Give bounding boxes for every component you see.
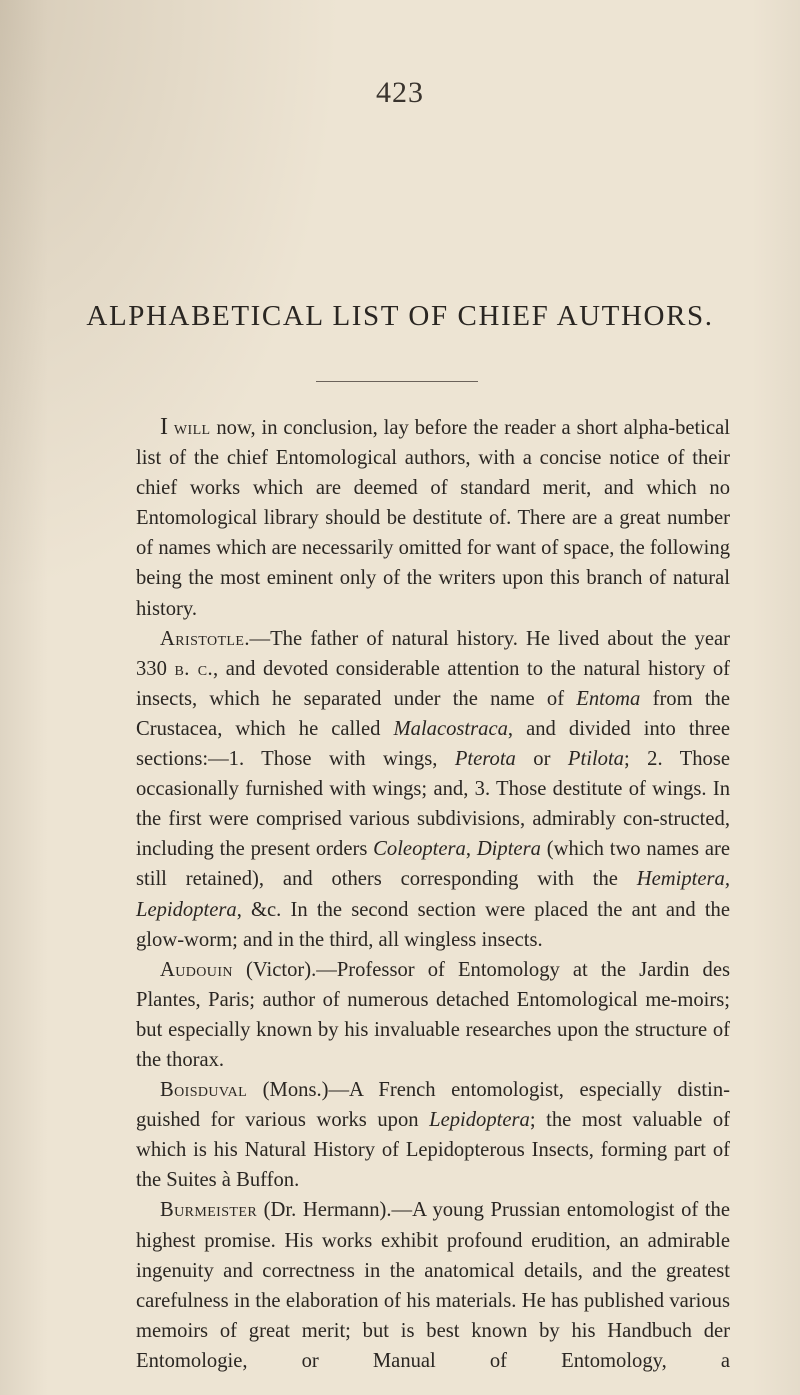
italic-term: Pterota <box>454 748 516 771</box>
entry-text: .—The father of natural history. He lived about the year 330 <box>136 627 730 680</box>
author-name-boisduval: Boisduval <box>160 1079 248 1102</box>
entry-text: or <box>515 748 568 771</box>
italic-term: Lepidoptera <box>429 1109 530 1132</box>
author-name-audouin: Audouin <box>160 958 233 981</box>
entry-text: , <box>465 838 477 861</box>
entry-burmeister <box>136 1195 730 1376</box>
body-text <box>136 412 730 1376</box>
entry-text: , &c. In the second section were placed the ant and the glow-worm; and in the third, all wingless insects. <box>136 898 730 951</box>
intro-paragraph <box>136 412 730 624</box>
entry-text: from the Crustacea, which he called <box>136 687 730 740</box>
italic-term: Hemiptera, Lepidoptera <box>136 868 730 921</box>
intro-text: now, in conclusion, lay before the reader a short alpha-betical list of the chief Entomological authors, with a concise notice of their chief works which are deemed of standard merit, and which no Entomological library should be destitute of. There are a great number of names which are necessarily omitted for want of space, the following being the most eminent only of the writers upon this branch of natural history. <box>136 417 730 620</box>
entry-text: , and devoted considerable attention to the natural history of insects, which he separated under the name of <box>136 657 731 710</box>
italic-term: Coleoptera <box>373 838 466 861</box>
entry-aristotle <box>136 624 730 955</box>
entry-text: , and divided into three sections:—1. Those with wings, <box>136 717 730 771</box>
entry-text: (Dr. Hermann).—A young Prussian entomologist of the highest promise. His works exhibit profound erudition, an admirable ingenuity and correctness in the anatomical details, and the greatest carefulness in the elaboration of his materials. He has published various memoirs of great merit; but is best known by his Handbuch der Entomologie, or Manual of Entomology, a <box>136 1199 730 1372</box>
intro-lead-letter: I <box>160 414 168 440</box>
italic-term: Malacostraca <box>393 717 508 740</box>
entry-text: ; the most valuable of which is his Natural History of Lepidopterous Insects, forming part of the Suites à Buffon. <box>136 1109 730 1192</box>
italic-term: Ptilota <box>567 748 624 771</box>
era-abbrev: b. c. <box>174 657 214 680</box>
entry-text: ; 2. Those occasionally furnished with wings; and, 3. Those destitute of wings. In the first were comprised various subdivisions, admirably con-structed, including the present orders <box>136 748 731 861</box>
italic-term: Entoma <box>576 687 641 710</box>
entry-text: (which two names are still retained), and others corresponding with the <box>136 838 730 891</box>
heading-rule <box>316 381 478 382</box>
entry-text: (Victor).—Professor of Entomology at the Jardin des Plantes, Paris; author of numerous detached Entomological me-moirs; but especially known by his invaluable researches upon the structure of the thorax. <box>136 958 730 1071</box>
author-name-burmeister: Burmeister <box>160 1199 258 1222</box>
author-name-aristotle: Aristotle <box>160 627 245 650</box>
italic-term: Diptera <box>476 838 541 861</box>
entry-audouin <box>136 955 730 1075</box>
page-heading: ALPHABETICAL LIST OF CHIEF AUTHORS. <box>86 300 714 332</box>
page-number: 423 <box>376 76 424 109</box>
entry-boisduval <box>136 1075 730 1195</box>
entry-text: (Mons.)—A French entomologist, especially distin-guished for various works upon <box>136 1079 730 1132</box>
intro-lead-word: will <box>173 417 211 439</box>
